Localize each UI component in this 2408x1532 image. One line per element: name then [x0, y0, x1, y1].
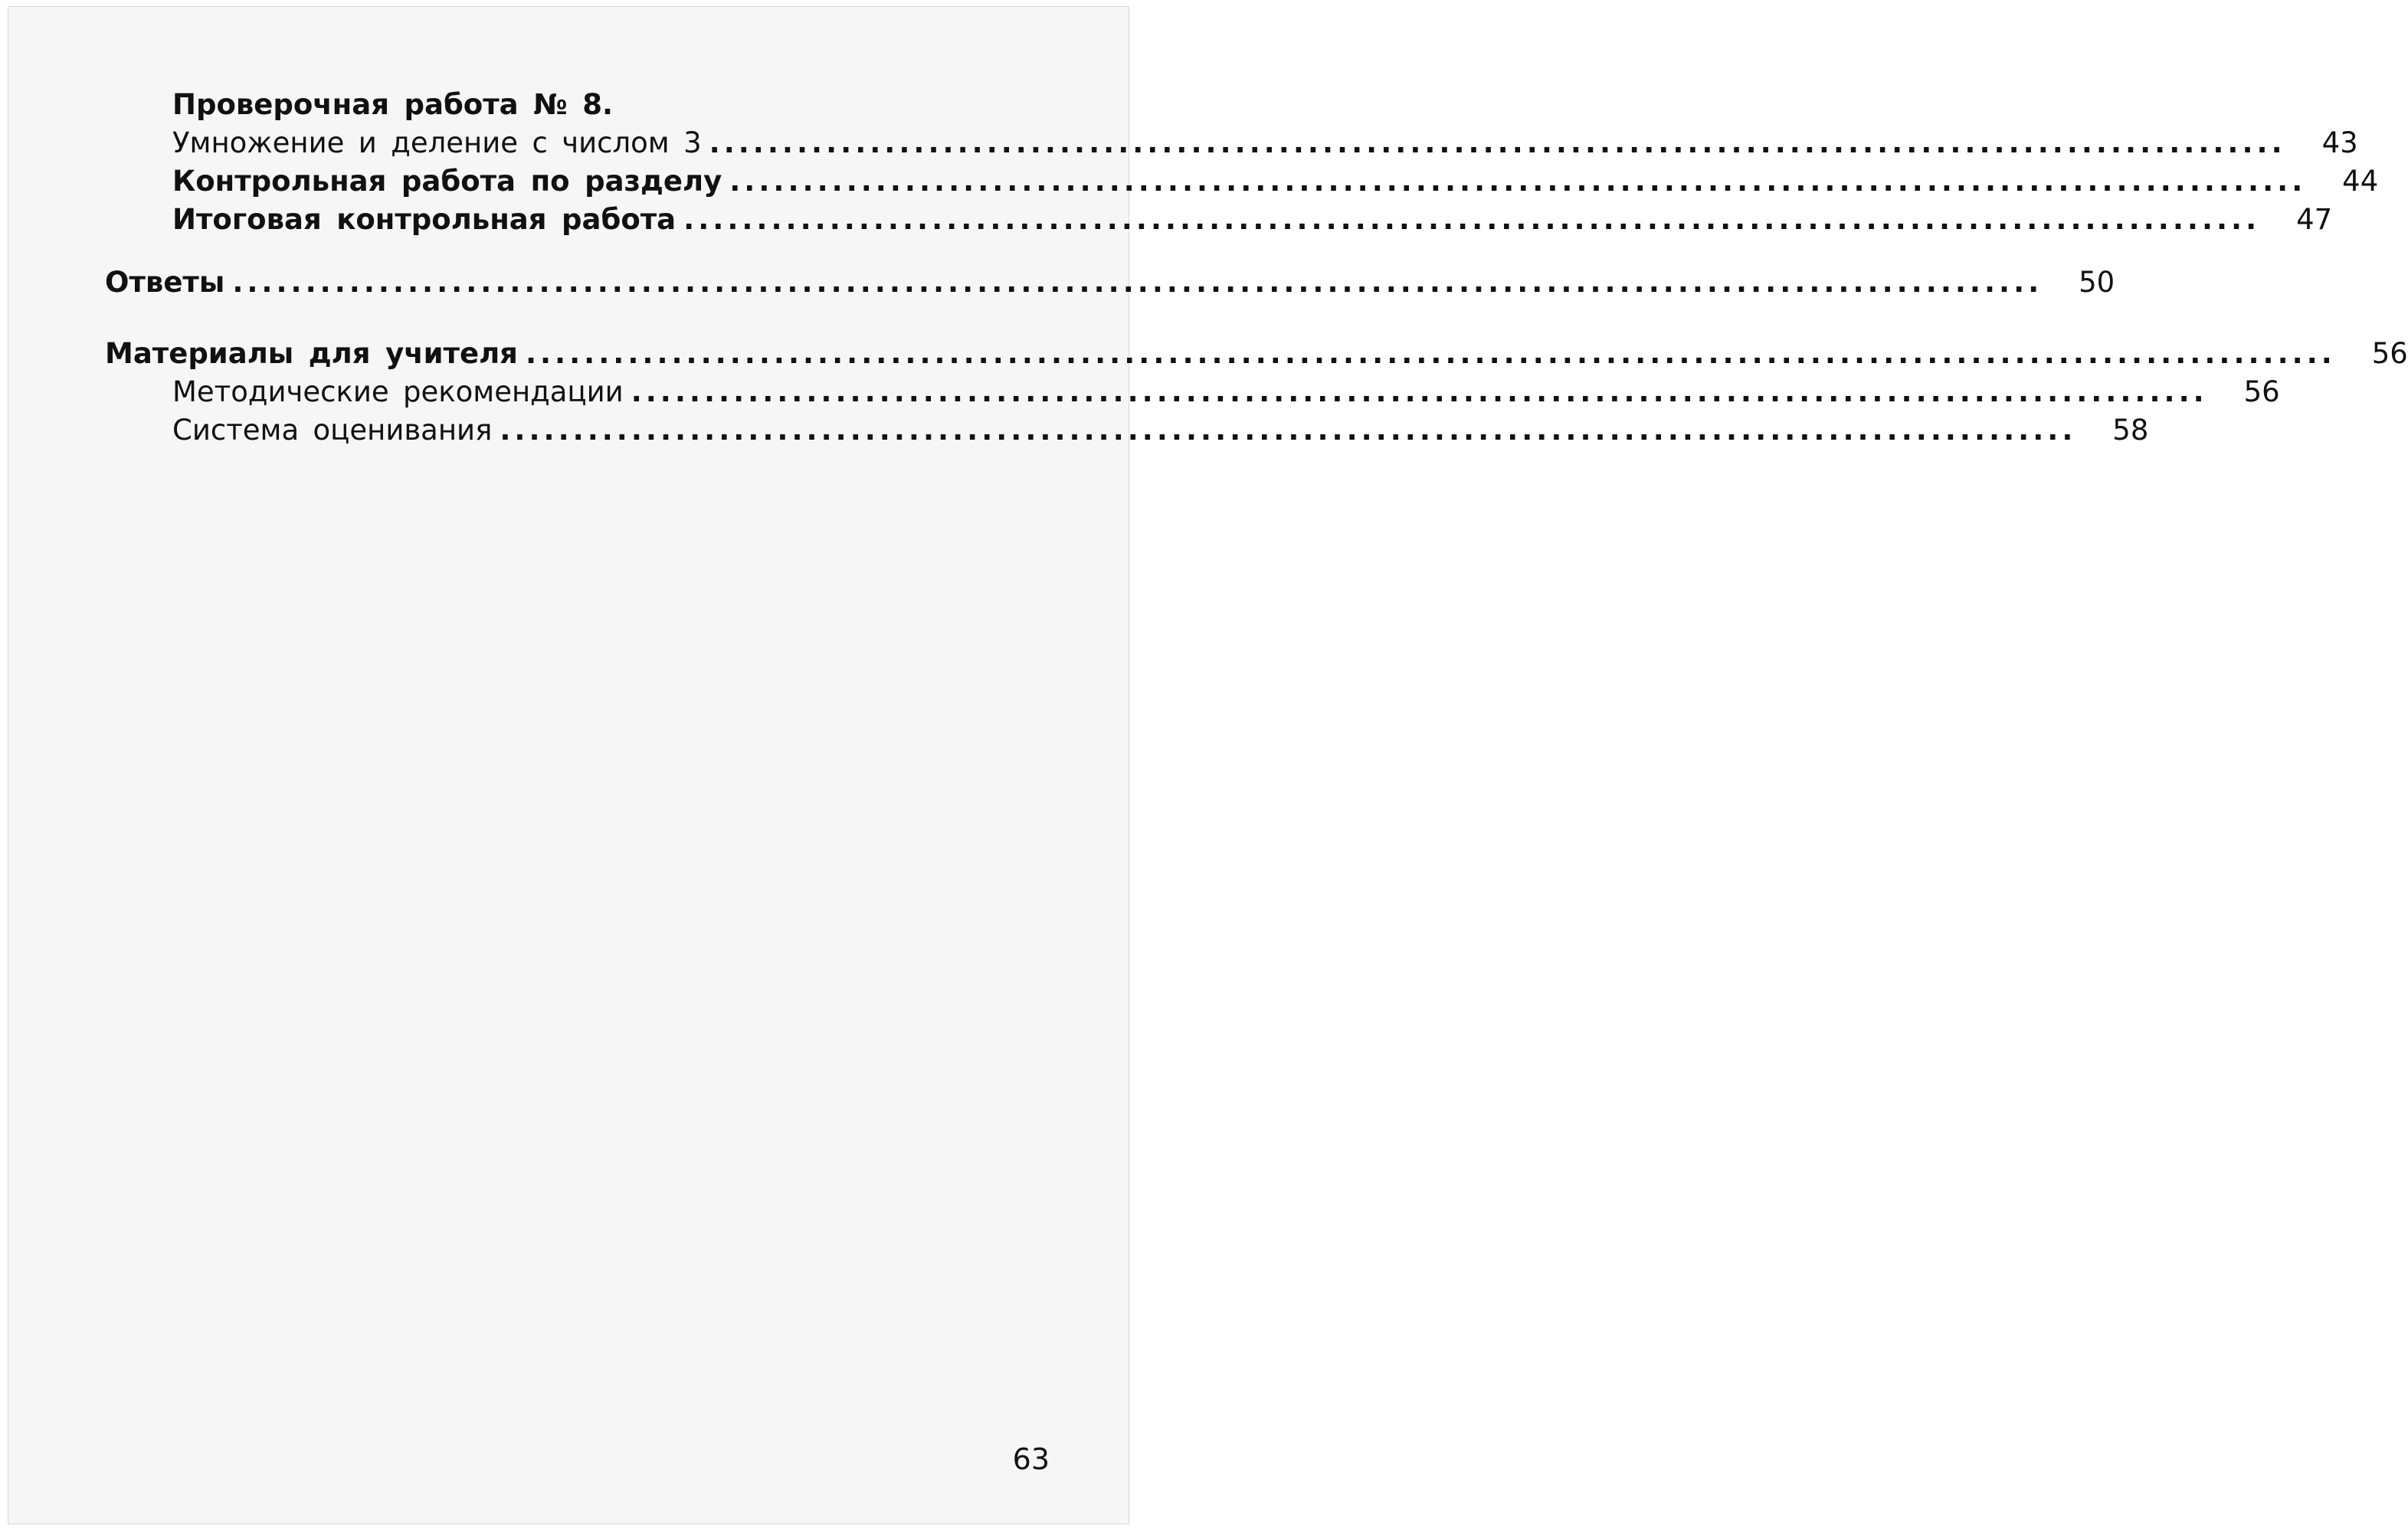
toc-entry-title: Материалы для учителя — [105, 337, 518, 370]
toc-entry-teacher-materials — [105, 337, 2408, 370]
toc-entry-page: 56 — [2371, 337, 2408, 370]
leader-dots: ............................................................................................................ — [729, 165, 2307, 198]
toc-entry-title: Методические рекомендации — [172, 375, 624, 408]
leader-dots: ............................................................................................................................ — [232, 266, 2043, 299]
toc-entry-section-control — [172, 165, 2379, 198]
toc-entry-multiplication-3 — [172, 126, 2358, 159]
toc-entry-page: 43 — [2321, 126, 2358, 159]
toc-entry-final-control — [172, 203, 2333, 236]
toc-entry-page: 44 — [2342, 165, 2379, 198]
toc-entry-answers — [105, 266, 2115, 299]
toc-entry-methodical — [172, 375, 2280, 408]
toc-entry-assessment — [172, 414, 2149, 447]
toc-entry-title: Умножение и деление с числом 3 — [172, 126, 702, 159]
toc-entry-page: 56 — [2243, 375, 2280, 408]
toc-entry-title: Контрольная работа по разделу — [172, 165, 722, 198]
page-number: 63 — [1012, 1442, 1050, 1476]
toc-entry-title: Система оценивания — [172, 414, 493, 447]
toc-entry-title: Итоговая контрольная работа — [172, 203, 677, 236]
leader-dots: ............................................................................................................................ — [525, 337, 2336, 370]
leader-dots: ............................................................................................................ — [683, 203, 2261, 236]
toc-entry-page: 50 — [2079, 266, 2115, 299]
toc-entry-page: 58 — [2112, 414, 2149, 447]
leader-dots: ............................................................................................................ — [500, 414, 2077, 447]
toc-heading-test-8: Проверочная работа № 8. — [172, 88, 614, 121]
toc-entry-title: Ответы — [105, 266, 225, 299]
leader-dots: ............................................................................................................ — [709, 126, 2286, 159]
leader-dots: ............................................................................................................ — [631, 375, 2208, 408]
toc-entry-page: 47 — [2296, 203, 2333, 236]
